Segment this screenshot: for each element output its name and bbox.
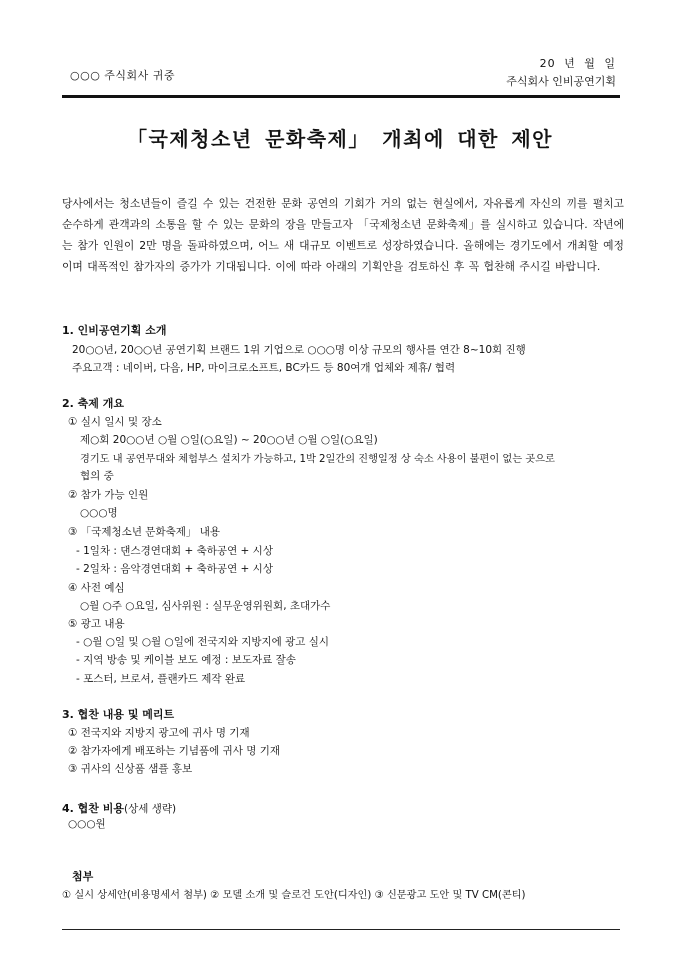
section-2-line: - ○월 ○일 및 ○월 ○일에 전국지와 지방지에 광고 실시 [76,636,330,648]
section-2-line: 협의 중 [80,470,114,482]
attachment-title: 첨부 [72,870,94,883]
section-2-line: ④ 사전 예심 [68,582,125,594]
section-2-line: - 포스터, 브로셔, 플랜카드 제작 완료 [76,673,246,685]
section-3-title: 3. 협찬 내용 및 메리트 [62,708,175,721]
section-2-line: 경기도 내 공연무대와 체험부스 설치가 가능하고, 1박 2일간의 진행일정 상 숙소 사용이 불편이 없는 곳으로 [80,454,555,465]
section-4-line: ○○○원 [68,818,106,830]
footer-divider [62,929,620,930]
intro-paragraph: 당사에서는 청소년들이 즐길 수 있는 건전한 문화 공연의 기회가 거의 없는 현실에서, 자유롭게 자신의 끼를 펼치고 순수하게 관객과의 소통을 할 수 있는 문화의 장을 만들고자 「국제청소년 문화축제」를 실시하고 있습니다. 작년에는 참가 인원이 2만 명을 돌파하였으며, 어느 새 대규모 이벤트로 성장하였습니다. 올해에는 경기도에서 개최할 예정이며 대폭적인 참가자의 증가가 기대됩니다. 이에 따라 아래의 기획안을 검토하신 후 꼭 협찬해 주시길 바랍니다. [62,197,624,273]
section-2-line: 제○회 20○○년 ○월 ○일(○요일) ~ 20○○년 ○월 ○일(○요일) [80,434,378,446]
section-1-line: 20○○년, 20○○년 공연기획 브랜드 1위 기업으로 ○○○명 이상 규모의 행사를 연간 8~10회 진행 [72,344,526,356]
sender-company: 주식회사 인비공연기획 [506,75,616,88]
section-3-line: ① 전국지와 지방지 광고에 귀사 명 기재 [68,727,250,739]
section-2-line: ○월 ○주 ○요일, 심사위원 : 실무운영위원회, 초대가수 [80,600,331,612]
section-4-heading [62,797,176,816]
attachment-items: ① 실시 상세안(비용명세서 첨부) ② 모델 소개 및 슬로건 도안(디자인) ③ 신문광고 도안 및 TV CM(콘티) [62,890,526,901]
section-4-title-note: (상세 생략) [124,803,177,815]
header-divider [62,95,620,98]
section-3-line: ③ 귀사의 신상품 샘플 홍보 [68,763,193,775]
section-2-line: ○○○명 [80,507,118,519]
section-2-line: - 지역 방송 및 케이블 보도 예정 : 보도자료 잘송 [76,654,296,666]
section-2-line: ⑤ 광고 내용 [68,618,125,630]
section-2-line: ② 참가 가능 인원 [68,489,149,501]
section-2-line: - 1일차 : 댄스경연대회 + 축하공연 + 시상 [76,545,273,557]
section-2-line: ① 실시 일시 및 장소 [68,416,162,428]
section-3-line: ② 참가자에게 배포하는 기념품에 귀사 명 기재 [68,745,281,757]
section-2-line: - 2일차 : 음악경연대회 + 축하공연 + 시상 [76,563,273,575]
section-2-line: ③ 「국제청소년 문화축제」 내용 [68,526,220,538]
section-1-title: 1. 인비공연기획 소개 [62,324,167,337]
date-line: 20 년 월 일 [539,57,616,70]
document-title: 「국제청소년 문화축제」 개최에 대한 제안 [127,127,553,151]
section-4-title: 4. 협찬 비용 [62,802,124,815]
section-1-line: 주요고객 : 네이버, 다음, HP, 마이크로소프트, BC카드 등 80여개 업체와 제휴/ 협력 [72,362,456,374]
header-right [506,55,616,91]
recipient: ○○○ 주식회사 귀중 [70,69,176,82]
section-2-title: 2. 축제 개요 [62,397,124,410]
